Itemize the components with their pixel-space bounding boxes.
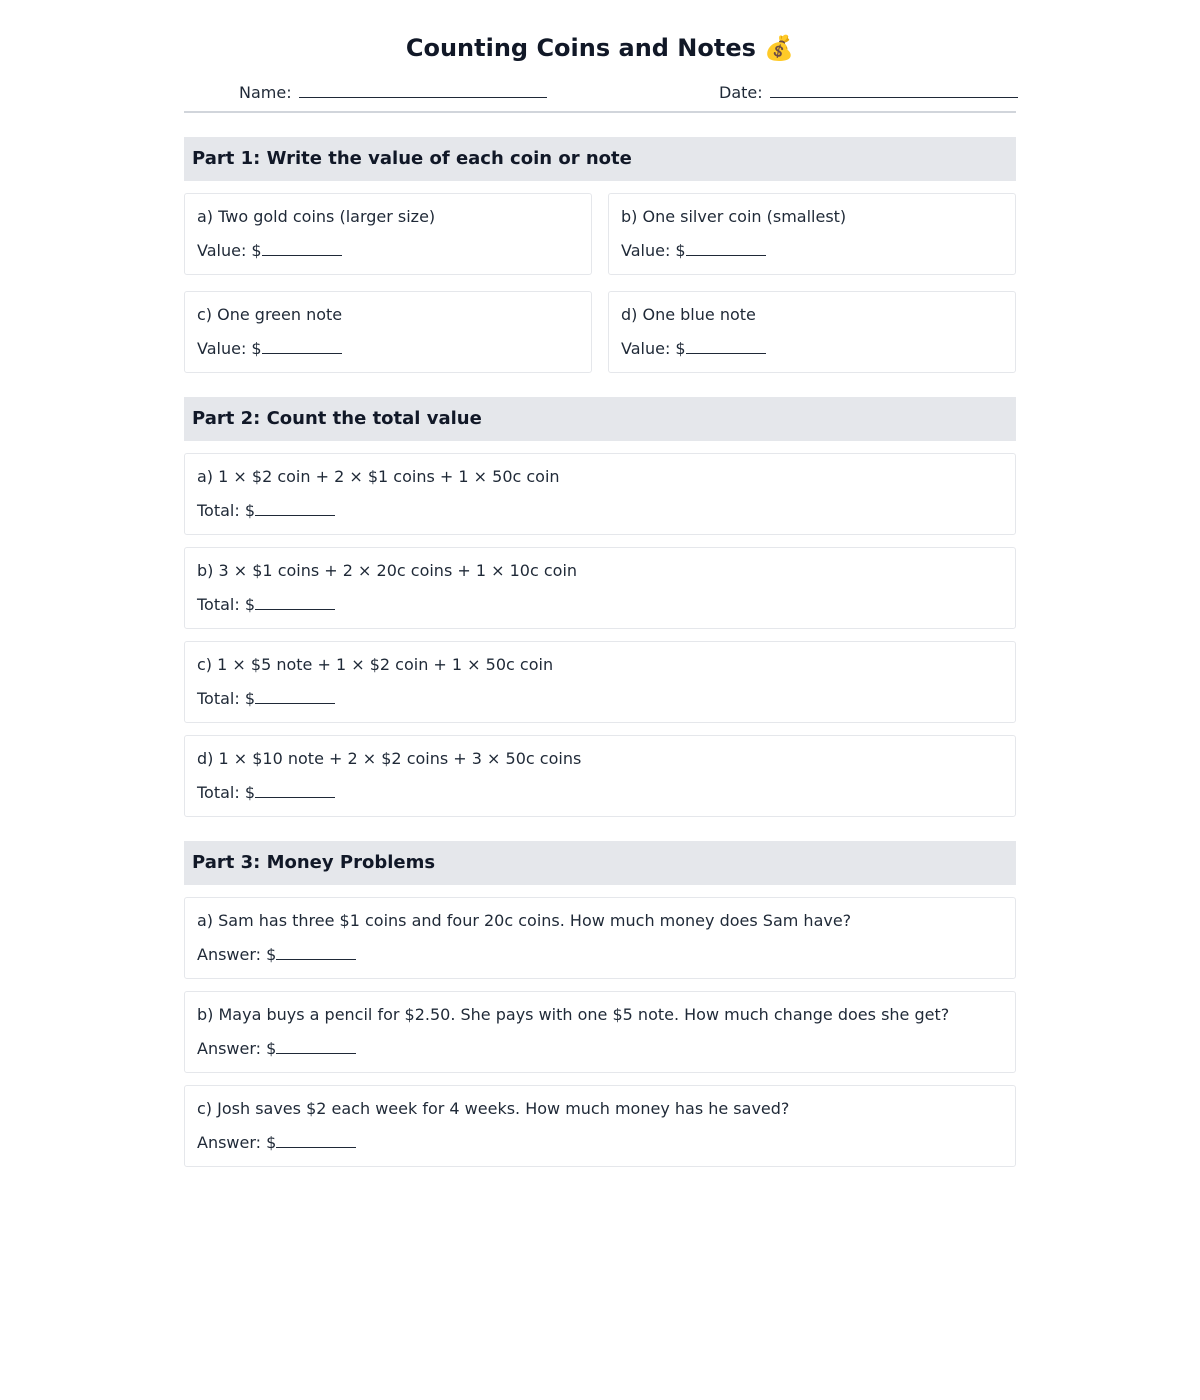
- name-label: Name:: [239, 83, 292, 102]
- answer-line: [197, 943, 1003, 963]
- question-text: b) Maya buys a pencil for $2.50. She pays with one $5 note. How much change does she get?: [197, 1005, 950, 1024]
- date-field: [719, 81, 1018, 103]
- answer-line: [197, 1037, 1003, 1057]
- part3-item-a: [184, 897, 1016, 979]
- question-text: b) 3 × $1 coins + 2 × 20c coins + 1 × 10c coin: [197, 561, 578, 580]
- date-blank[interactable]: [770, 81, 1018, 98]
- answer-line: [197, 239, 579, 259]
- part2-heading: Part 2: Count the total value: [184, 397, 1016, 441]
- answer-label: Value: $: [621, 339, 686, 358]
- answer-blank[interactable]: [276, 1037, 356, 1054]
- worksheet-title: Counting Coins and Notes 💰: [405, 34, 795, 62]
- answer-line: [197, 499, 1003, 519]
- answer-blank[interactable]: [686, 337, 766, 354]
- answer-label: Value: $: [197, 241, 262, 260]
- part2-list: [184, 453, 1016, 817]
- answer-line: [197, 337, 579, 357]
- answer-line: [197, 593, 1003, 613]
- student-info-row: [184, 65, 1016, 113]
- answer-label: Total: $: [197, 689, 256, 708]
- question-text: b) One silver coin (smallest): [621, 207, 847, 226]
- answer-blank[interactable]: [255, 499, 335, 516]
- answer-blank[interactable]: [255, 593, 335, 610]
- answer-label: Answer: $: [197, 945, 277, 964]
- question-text: d) 1 × $10 note + 2 × $2 coins + 3 × 50c coins: [197, 749, 582, 768]
- question-text: c) 1 × $5 note + 1 × $2 coin + 1 × 50c coin: [197, 655, 554, 674]
- part1-item-a: [184, 193, 592, 275]
- question-text: a) Two gold coins (larger size): [197, 207, 436, 226]
- answer-line: [197, 1131, 1003, 1151]
- answer-blank[interactable]: [262, 337, 342, 354]
- part1-heading: Part 1: Write the value of each coin or note: [184, 137, 1016, 181]
- part3-item-b: [184, 991, 1016, 1073]
- answer-blank[interactable]: [255, 687, 335, 704]
- answer-line: [621, 239, 1003, 259]
- part3-list: [184, 897, 1016, 1167]
- question-text: d) One blue note: [621, 305, 756, 324]
- answer-label: Answer: $: [197, 1039, 277, 1058]
- name-field: [239, 81, 547, 103]
- question-text: a) Sam has three $1 coins and four 20c coins. How much money does Sam have?: [197, 911, 852, 930]
- answer-line: [197, 781, 1003, 801]
- answer-line: [197, 687, 1003, 707]
- part1-item-b: [608, 193, 1016, 275]
- part2-item-a: [184, 453, 1016, 535]
- part2-item-d: [184, 735, 1016, 817]
- date-label: Date:: [719, 83, 763, 102]
- part3-heading: Part 3: Money Problems: [184, 841, 1016, 885]
- answer-label: Value: $: [197, 339, 262, 358]
- answer-label: Total: $: [197, 595, 256, 614]
- answer-blank[interactable]: [686, 239, 766, 256]
- answer-label: Total: $: [197, 501, 256, 520]
- answer-label: Total: $: [197, 783, 256, 802]
- answer-blank[interactable]: [276, 943, 356, 960]
- answer-label: Answer: $: [197, 1133, 277, 1152]
- part1-item-c: [184, 291, 592, 373]
- worksheet-page: [184, 31, 1016, 1167]
- question-text: a) 1 × $2 coin + 2 × $1 coins + 1 × 50c coin: [197, 467, 560, 486]
- part1-grid: [184, 193, 1016, 373]
- answer-line: [621, 337, 1003, 357]
- part1-item-d: [608, 291, 1016, 373]
- part2-item-c: [184, 641, 1016, 723]
- question-text: c) One green note: [197, 305, 343, 324]
- answer-label: Value: $: [621, 241, 686, 260]
- answer-blank[interactable]: [276, 1131, 356, 1148]
- part3-item-c: [184, 1085, 1016, 1167]
- name-blank[interactable]: [299, 81, 547, 98]
- part2-item-b: [184, 547, 1016, 629]
- answer-blank[interactable]: [255, 781, 335, 798]
- answer-blank[interactable]: [262, 239, 342, 256]
- question-text: c) Josh saves $2 each week for 4 weeks. How much money has he saved?: [197, 1099, 790, 1118]
